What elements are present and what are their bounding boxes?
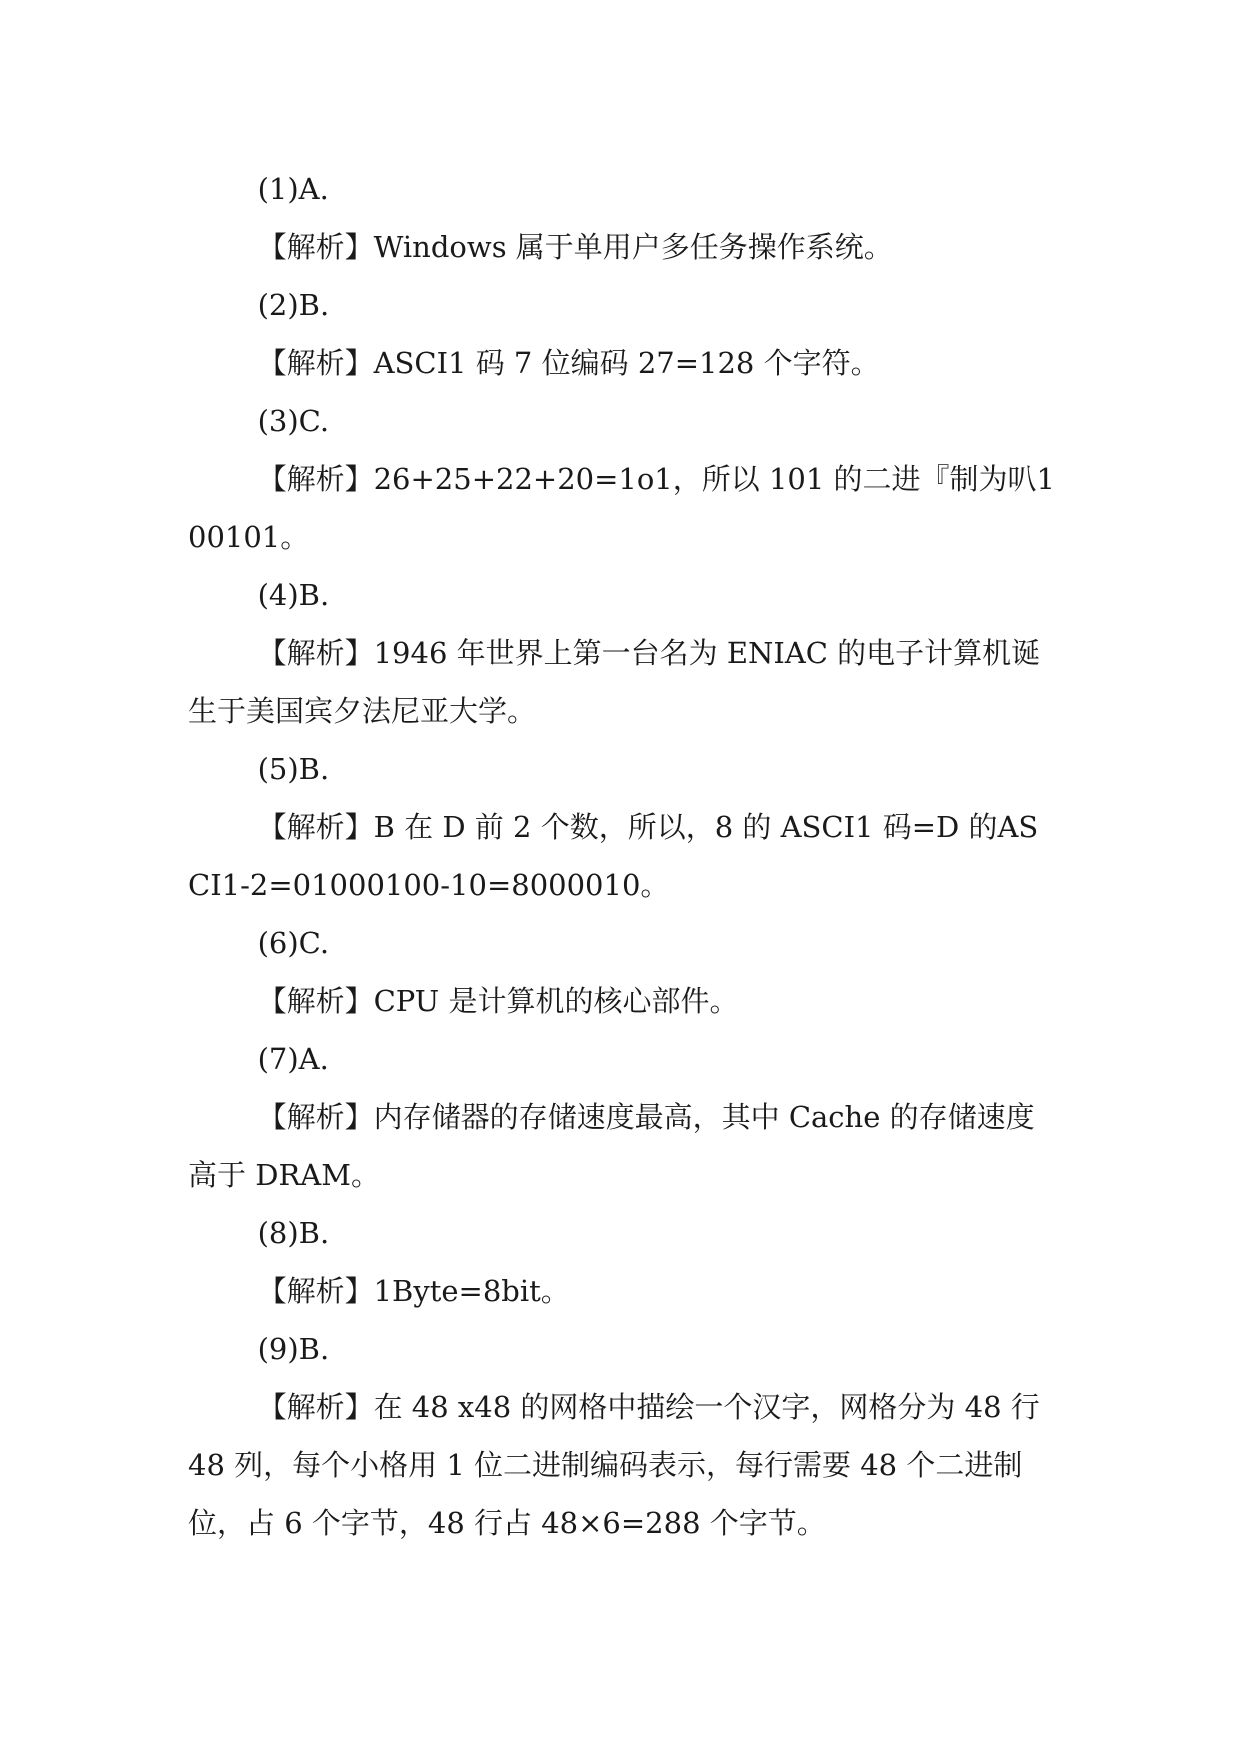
answer-7: (7)A. bbox=[257, 1042, 329, 1076]
answer-5: (5)B. bbox=[257, 752, 330, 786]
explanation-5: 【解析】B 在 D 前 2 个数，所以，8 的 ASCI1 码=D 的ASCI1-2=01000100-10=8000010。 bbox=[188, 810, 1039, 902]
explanation-6: 【解析】CPU 是计算机的核心部件。 bbox=[257, 984, 739, 1018]
answer-1: (1)A. bbox=[257, 172, 329, 206]
explanation-1: 【解析】Windows 属于单用户多任务操作系统。 bbox=[257, 230, 893, 264]
explanation-2: 【解析】ASCI1 码 7 位编码 27=128 个字符。 bbox=[257, 346, 880, 380]
answer-8: (8)B. bbox=[257, 1216, 330, 1250]
answer-2: (2)B. bbox=[257, 288, 330, 322]
explanation-9: 【解析】在 48 x48 的网格中描绘一个汉字，网格分为 48 行 48 列，每个小格用 1 位二进制编码表示，每行需要 48 个二进制位，占 6 个字节，48 行占 48×6=288 个字节。 bbox=[188, 1390, 1049, 1540]
answer-6: (6)C. bbox=[257, 926, 330, 960]
answer-3: (3)C. bbox=[257, 404, 330, 438]
explanation-4: 【解析】1946 年世界上第一台名为 ENIAC 的电子计算机诞生于美国宾夕法尼亚大学。 bbox=[188, 636, 1041, 728]
answer-4: (4)B. bbox=[257, 578, 330, 612]
explanation-3: 【解析】26+25+22+20=1o1，所以 101 的二进『制为叭100101。 bbox=[188, 462, 1055, 554]
explanation-8: 【解析】1Byte=8bit。 bbox=[257, 1274, 570, 1308]
explanation-7: 【解析】内存储器的存储速度最高，其中 Cache 的存储速度高于 DRAM。 bbox=[188, 1100, 1035, 1192]
answer-explanations bbox=[188, 160, 1058, 1552]
answer-9: (9)B. bbox=[257, 1332, 330, 1366]
